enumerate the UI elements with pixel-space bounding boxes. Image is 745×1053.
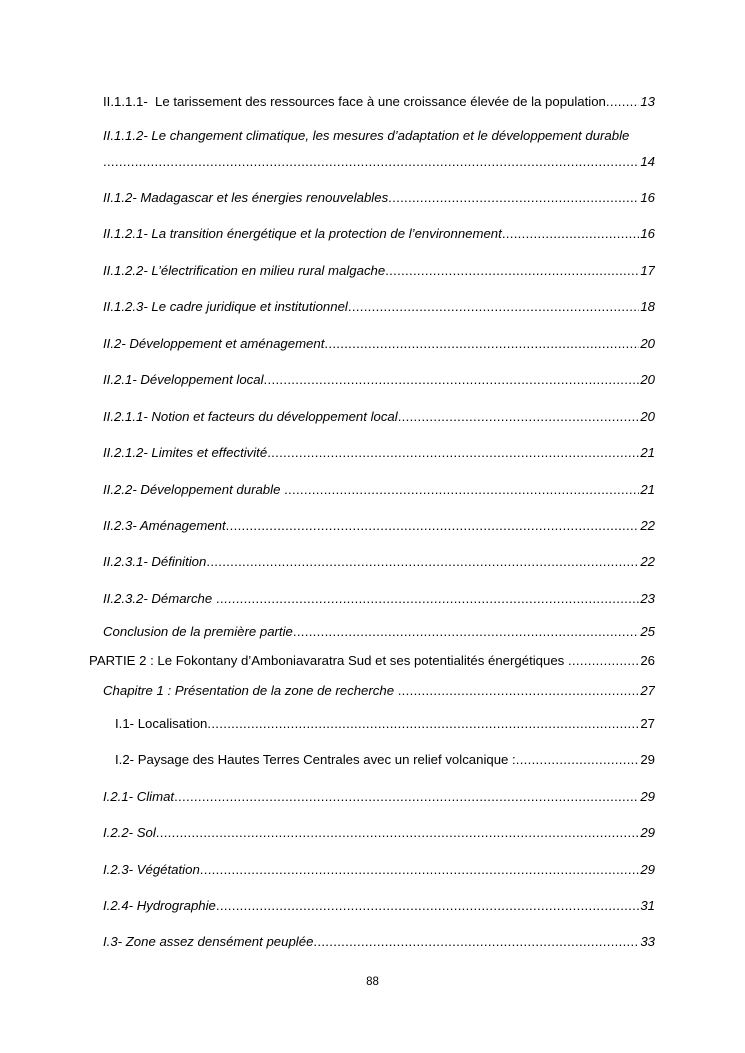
toc-entry-page: 20 (640, 336, 655, 351)
toc-entry-page: 27 (640, 716, 655, 731)
toc-entry-page: 16 (640, 190, 655, 205)
toc-entry[interactable] (0, 224, 745, 244)
toc-leader (313, 932, 639, 952)
toc-leader (398, 681, 640, 701)
toc-leader (606, 92, 639, 112)
toc-leader (516, 750, 640, 770)
toc-entry-page: 21 (640, 482, 655, 497)
toc-leader (388, 188, 639, 208)
page-number: 88 (366, 976, 379, 988)
toc-entry-label: Chapitre 1 : Présentation de la zone de recherche (103, 683, 398, 698)
toc-entry-page: 25 (640, 624, 655, 639)
toc-leader (264, 370, 640, 390)
toc-entry[interactable] (0, 896, 745, 916)
toc-entry-page: 17 (640, 263, 655, 278)
toc-entry[interactable] (0, 787, 745, 807)
toc-leader (502, 224, 640, 244)
toc-entry-label: PARTIE 2 : Le Fokontany d’Amboniavaratra Sud et ses potentialités énergétiques (89, 653, 568, 668)
toc-entry-page: 22 (640, 554, 655, 569)
toc-entry-label: II.1.2.2- L’électrification en milieu rural malgache (103, 263, 386, 278)
toc-entry[interactable] (0, 714, 745, 734)
toc-entry-label: I.2.2- Sol (103, 825, 156, 840)
toc-entry[interactable] (0, 750, 745, 770)
toc-entry[interactable] (0, 334, 745, 354)
toc-entry-label: I.2.3- Végétation (103, 862, 200, 877)
toc-entry[interactable] (0, 681, 745, 701)
toc-entry[interactable] (0, 589, 745, 609)
toc-entry-page: 20 (640, 372, 655, 387)
toc-leader (568, 651, 639, 671)
toc-entry-page: 13 (640, 94, 655, 109)
toc-entry[interactable] (0, 932, 745, 952)
toc-leader (293, 622, 639, 642)
toc-entry-page: 23 (640, 591, 655, 606)
toc-leader (200, 860, 640, 880)
toc-entry[interactable] (0, 370, 745, 390)
toc-entry-label: II.2.3.1- Définition (103, 554, 207, 569)
toc-entry[interactable] (0, 823, 745, 843)
toc-leader (207, 714, 639, 734)
toc-entry[interactable] (0, 516, 745, 536)
toc-entry[interactable] (0, 126, 745, 174)
toc-entry-page: 20 (640, 409, 655, 424)
toc-leader (216, 896, 639, 916)
toc-leader (398, 407, 640, 427)
toc-entry-page: 29 (640, 825, 655, 840)
toc-leader (226, 516, 640, 536)
toc-entry-label: II.1.2.3- Le cadre juridique et institutionnel (103, 299, 348, 314)
toc-entry-page: 22 (640, 518, 655, 533)
toc-leader (284, 480, 639, 500)
toc-entry-label: II.2.3.2- Démarche (103, 591, 216, 606)
toc-entry-page: 29 (640, 862, 655, 877)
toc-entry-page: 18 (640, 299, 655, 314)
toc-entry-label: II.2- Développement et aménagement (103, 336, 325, 351)
toc-entry-label: II.1.1.1- Le tarissement des ressources face à une croissance élevée de la population (103, 94, 606, 109)
toc-leader (103, 152, 639, 172)
toc-entry[interactable] (0, 297, 745, 317)
toc-leader (324, 334, 639, 354)
toc-entry-page: 29 (640, 752, 655, 767)
toc-entry[interactable] (0, 407, 745, 427)
toc-entry-label: Conclusion de la première partie (103, 624, 293, 639)
toc-entry-label: II.2.3- Aménagement (103, 518, 226, 533)
toc-entry-page: 29 (640, 789, 655, 804)
toc-entry-label: I.2.4- Hydrographie (103, 898, 216, 913)
toc-entry[interactable] (0, 261, 745, 281)
toc-entry-page: 14 (640, 154, 655, 169)
toc-leader (348, 297, 639, 317)
toc-entry[interactable] (0, 622, 745, 642)
toc-entry-label: II.1.1.2- Le changement climatique, les mesures d’adaptation et le développement durable (103, 128, 630, 143)
toc-leader (156, 823, 640, 843)
toc-entry-label: II.2.1.1- Notion et facteurs du développement local (103, 409, 398, 424)
toc-leader (216, 589, 639, 609)
toc-entry-page: 21 (640, 445, 655, 460)
toc-entry-page: 26 (640, 653, 655, 668)
toc-entry-page: 16 (640, 226, 655, 241)
toc-entry-label: II.2.1.2- Limites et effectivité (103, 445, 268, 460)
toc-entry-page: 31 (640, 898, 655, 913)
toc-entry-page: 33 (640, 934, 655, 949)
toc-entry-label: I.3- Zone assez densément peuplée (103, 934, 314, 949)
toc-entry[interactable] (0, 552, 745, 572)
toc-entry-label: I.1- Localisation (115, 716, 208, 731)
toc-entry-label: I.2- Paysage des Hautes Terres Centrales avec un relief volcanique : (115, 752, 516, 767)
toc-entry-page: 27 (640, 683, 655, 698)
toc-leader (206, 552, 639, 572)
toc-entry-label: II.2.2- Développement durable (103, 482, 285, 497)
toc-entry[interactable] (0, 480, 745, 500)
toc-leader (174, 787, 639, 807)
toc-entry-label: II.1.2- Madagascar et les énergies renouvelables (103, 190, 389, 205)
toc-entry-label: II.2.1- Développement local (103, 372, 264, 387)
toc-entry-part[interactable] (0, 651, 745, 671)
toc-entry[interactable] (0, 860, 745, 880)
toc-leader (385, 261, 639, 281)
toc-entry-label: II.1.2.1- La transition énergétique et la protection de l’environnement (103, 226, 502, 241)
toc-leader (267, 443, 639, 463)
toc-entry-label: I.2.1- Climat (103, 789, 175, 804)
toc-entry[interactable] (0, 188, 745, 208)
toc-entry[interactable] (0, 443, 745, 463)
toc-entry[interactable] (0, 92, 745, 112)
